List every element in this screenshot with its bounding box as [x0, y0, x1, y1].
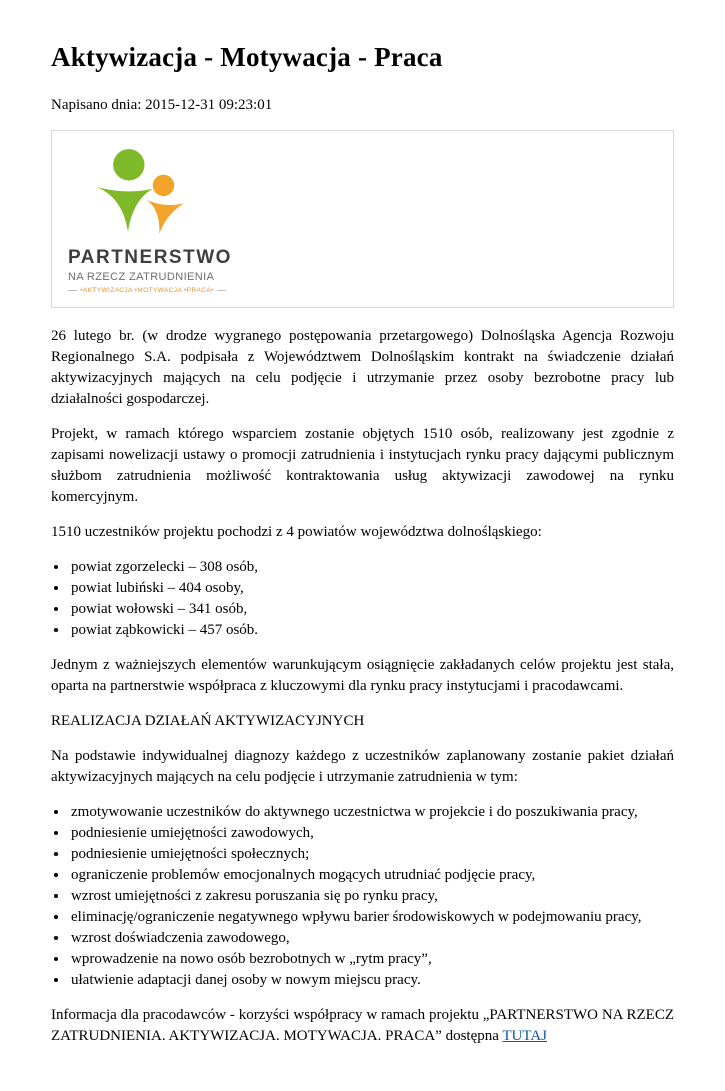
logo-tagline-row [68, 287, 226, 294]
date-line: Napisano dnia: 2015-12-31 09:23:01 [51, 97, 273, 113]
divider-line [68, 290, 77, 291]
list-item: • powiat zgorzelecki – 308 osób, [69, 557, 674, 578]
list-item: • wzrost doświadczenia zawodowego, [69, 928, 674, 949]
powiaty-list [51, 557, 674, 641]
paragraph-diagnosis: Na podstawie indywidualnej diagnozy każdego z uczestników zaplanowany zostanie pakiet działań aktywizacyjnych mających na celu podjęcie i utrzymanie zatrudnienia w tym: [51, 748, 674, 785]
list-item: • powiat wołowski – 341 osób, [69, 599, 674, 620]
list-item: • zmotywowanie uczestników do aktywnego uczestnictwa w projekcie i do poszukiwania pracy, [69, 802, 674, 823]
paragraph-participants: 1510 uczestników projektu pochodzi z 4 powiatów województwa dolnośląskiego: [51, 524, 542, 540]
list-item: • wprowadzenie na nowo osób bezrobotnych w „rytm pracy”, [69, 949, 674, 970]
paragraph-project: Projekt, w ramach którego wsparciem zostanie objętych 1510 osób, realizowany jest zgodnie z zapisami nowelizacji ustawy o promocji zatrudnienia i instytucjach rynku pracy dającymi publicznym służbom zatrudnienia możliwość kontraktowania usług aktywizacji zawodowej na rynku komercyjnym. [51, 426, 674, 505]
divider-line [217, 290, 226, 291]
paragraph-partnership: Jednym z ważniejszych elementów warunkującym osiągnięcie zakładanych celów projektu jest stała, oparta na partnerstwie współpraca z kluczowymi dla rynku pracy instytucjami i pracodawcami. [51, 657, 674, 694]
paragraph-section-heading: REALIZACJA DZIAŁAŃ AKTYWIZACYJNYCH [51, 713, 365, 729]
partnership-logo-icon [81, 137, 213, 247]
footer-text: Informacja dla pracodawców - korzyści współpracy w ramach projektu „PARTNERSTWO NA RZECZ ZATRUDNIENIA. AKTYWIZACJA. MOTYWACJA. PRACA” dostępna [51, 1007, 674, 1044]
link-tutaj[interactable]: TUTAJ [502, 1028, 548, 1044]
list-item: • powiat ząbkowicki – 457 osób. [69, 620, 674, 641]
logo-title: PARTNERSTWO [68, 247, 232, 268]
list-item: • ułatwienie adaptacji danej osoby w nowym miejscu pracy. [69, 970, 674, 991]
list-item: • wzrost umiejętności z zakresu poruszania się po rynku pracy, [69, 886, 674, 907]
paragraph-footer [51, 1005, 674, 1047]
list-item: • eliminację/ograniczenie negatywnego wpływu barier środowiskowych w podejmowaniu pracy, [69, 907, 674, 928]
page-title: Aktywizacja - Motywacja - Praca [51, 42, 443, 72]
logo-tagline: •AKTYWIZACJA •MOTYWACJA •PRACA• [80, 287, 214, 294]
list-item: • podniesienie umiejętności zawodowych, [69, 823, 674, 844]
list-item: • ograniczenie problemów emocjonalnych mogących utrudniać podjęcie pracy, [69, 865, 674, 886]
paragraph-intro: 26 lutego br. (w drodze wygranego postępowania przetargowego) Dolnośląska Agencja Rozwoju Regionalnego S.A. podpisała z Województwem Dolnośląskim kontrakt na świadczenie działań aktywizacyjnych mających na celu podjęcie i utrzymanie przez osoby bezrobotne pracy lub działalności gospodarczej. [51, 328, 674, 407]
logo-box [51, 130, 674, 308]
logo-subtitle: NA RZECZ ZATRUDNIENIA [68, 271, 215, 283]
activities-list [51, 802, 674, 991]
list-item: • powiat lubiński – 404 osoby, [69, 578, 674, 599]
list-item: • podniesienie umiejętności społecznych; [69, 844, 674, 865]
partnership-logo [68, 137, 232, 294]
